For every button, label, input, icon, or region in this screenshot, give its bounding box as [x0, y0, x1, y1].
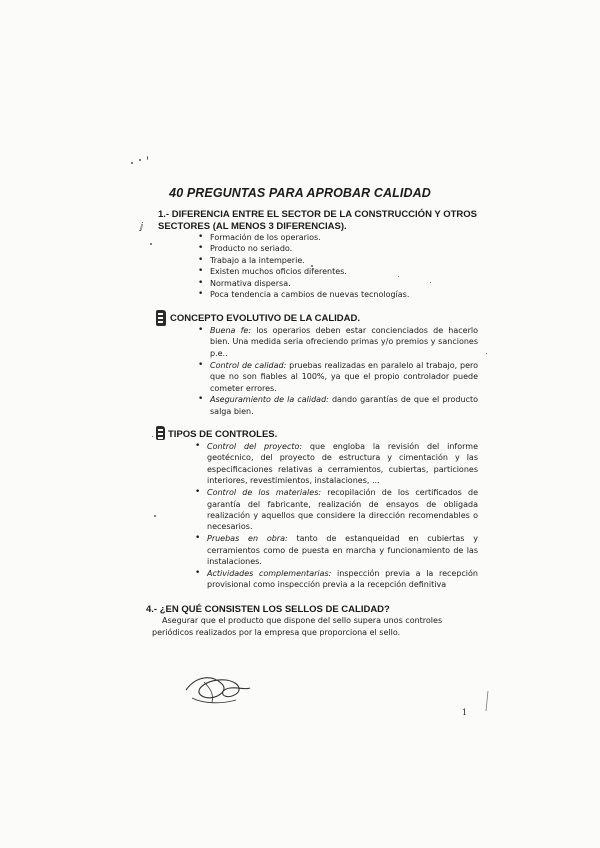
item-term: Buena fe:: [210, 326, 252, 335]
list-item: • Formación de los operarios.: [198, 232, 458, 243]
scan-speck: [139, 159, 141, 161]
section-1-list: [198, 232, 458, 300]
list-item: • Producto no seriado.: [198, 243, 458, 254]
page-number: 1: [462, 708, 468, 717]
item-text: recopilación de los certificados de garantía del fabricante, realización de ensayos de obligada realización y aquellos que considere la dirección recomendables o necesarios.: [207, 488, 479, 532]
scan-speck: [486, 353, 487, 354]
document-title: 40 PREGUNTAS PARA APROBAR CALIDAD: [169, 186, 431, 200]
scan-speck: [150, 243, 152, 245]
item-text: los operarios deben estar concienciados de hacerlo bien. Una medida seria ofreciendo primas y/o premios y sanciones p.e..: [210, 326, 478, 358]
list-item: [198, 360, 478, 394]
item-text: pruebas realizadas en paralelo al trabajo, pero que no son fiables al 100%, ya que el propio controlador puede cometer errores.: [210, 360, 478, 393]
item-term: Control del proyecto:: [207, 442, 303, 451]
section-3-list: [195, 441, 478, 591]
margin-mark: ⅉ: [140, 222, 144, 232]
item-text: tanto de estanqueidad en cubiertas y cerramientos como de puesta en marcha y funcionamiento de las instalaciones.: [207, 534, 478, 567]
item-text: inspección previa a la recepción provisional como inspección previa a la recepción definitiva: [207, 568, 478, 590]
list-item: [195, 441, 478, 487]
list-item: [198, 394, 478, 417]
scan-speck: [147, 156, 148, 160]
section-2-heading: CONCEPTO EVOLUTIVO DE LA CALIDAD.: [170, 313, 361, 324]
list-item: • Poca tendencia a cambios de nuevas tecnologías.: [198, 289, 458, 300]
section-4-paragraph: Asegurar que el producto que dispone del sello supera unos controles periódicos realizados por la empresa que proporciona el sello.: [152, 616, 443, 637]
list-item: [195, 533, 478, 567]
section-3-heading: TIPOS DE CONTROLES.: [168, 429, 278, 440]
item-term: Actividades complementarias:: [207, 568, 332, 578]
scan-speck: [131, 162, 133, 164]
section-1-heading: 1.- DIFERENCIA ENTRE EL SECTOR DE LA CONSTRUCCIÓN Y OTROS SECTORES (AL MENOS 3 DIFERENCIAS).: [158, 209, 477, 232]
list-item: • Existen muchos oficios diferentes.: [198, 266, 458, 277]
item-term: Control de los materiales:: [207, 488, 322, 498]
document-marker-icon: [156, 426, 165, 440]
document-marker-icon: [156, 310, 166, 326]
item-term: Pruebas en obra:: [207, 534, 288, 544]
item-text: que engloba la revisión del informe geotécnico, del proyecto de estructura y cimentación y las especificaciones relativas a cerramientos, cubiertas, particiones interiores, revestimientos, instalaciones, ...: [207, 442, 478, 486]
list-item: • Trabajo a la intemperie.: [198, 255, 458, 266]
margin-stroke: [484, 690, 490, 712]
list-item: [195, 568, 478, 591]
list-item: [198, 325, 478, 359]
section-4-heading: 4.- ¿EN QUÉ CONSISTEN LOS SELLOS DE CALIDAD?: [146, 604, 390, 615]
item-term: Aseguramiento de la calidad:: [210, 395, 329, 405]
scan-speck: [154, 515, 156, 517]
signature-scribble: [182, 668, 252, 708]
section-2-list: [198, 325, 478, 418]
list-item: • Normativa dispersa.: [198, 278, 458, 289]
item-term: Control de calidad:: [210, 360, 287, 370]
scan-speck: [152, 436, 153, 437]
list-item: [195, 487, 478, 533]
item-text: dando garantías de que el producto salga bien.: [210, 395, 478, 416]
